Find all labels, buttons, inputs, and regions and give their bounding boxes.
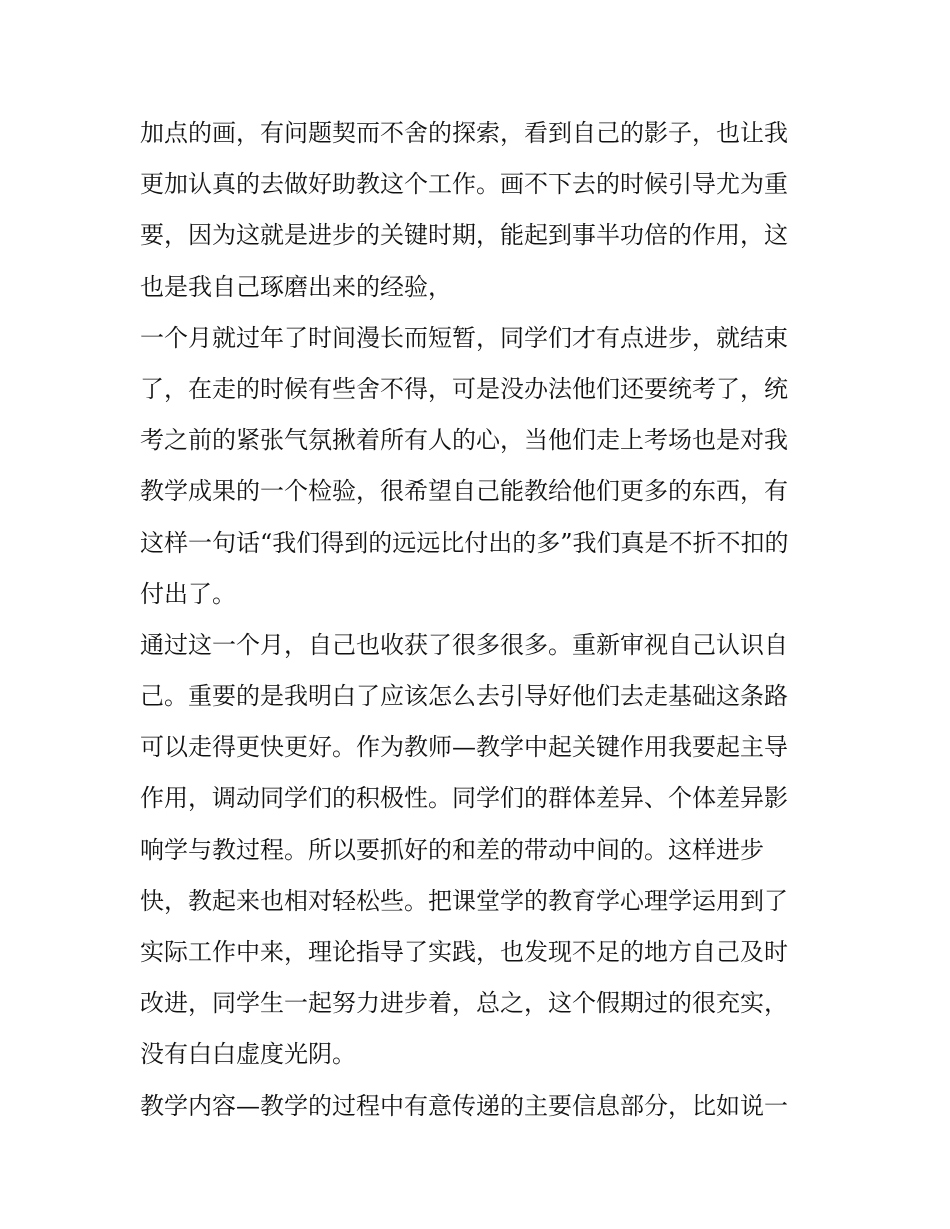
text-line: 考之前的紧张气氛揪着所有人的心，当他们走上考场也是对我 <box>140 426 788 455</box>
text-line: 快，教起来也相对轻松些。把课堂学的教育学心理学运用到了 <box>140 886 788 915</box>
text-line: 也是我自己琢磨出来的经验， <box>140 272 452 301</box>
text-line: 了，在走的时候有些舍不得，可是没办法他们还要统考了，统 <box>140 374 788 403</box>
text-line: 教学内容—教学的过程中有意传递的主要信息部分，比如说一 <box>140 1091 788 1120</box>
text-line: 一个月就过年了时间漫长而短暂，同学们才有点进步，就结束 <box>140 323 788 352</box>
text-line: 可以走得更快更好。作为教师—教学中起关键作用我要起主导 <box>140 733 788 762</box>
text-line: 更加认真的去做好助教这个工作。画不下去的时候引导尤为重 <box>140 170 788 199</box>
text-line: 加点的画，有问题契而不舍的探索，看到自己的影子，也让我 <box>140 119 788 147</box>
text-line: 付出了。 <box>140 579 236 608</box>
text-line: 响学与教过程。所以要抓好的和差的带动中间的。这样进步 <box>140 835 764 864</box>
text-line: 己。重要的是我明白了应该怎么去引导好他们去走基础这条路 <box>140 682 788 711</box>
text-line: 要，因为这就是进步的关键时期，能起到事半功倍的作用，这 <box>140 221 788 250</box>
body-text <box>140 108 820 1132</box>
text-line: 通过这一个月，自己也收获了很多很多。重新审视自己认识自 <box>140 630 788 659</box>
text-line: 这样一句话“我们得到的远远比付出的多”我们真是不折不扣的 <box>140 528 789 557</box>
text-line: 没有白白虚度光阴。 <box>140 1040 356 1069</box>
text-line: 改进，同学生一起努力进步着，总之，这个假期过的很充实， <box>140 989 788 1018</box>
text-line: 作用，调动同学们的积极性。同学们的群体差异、个体差异影 <box>140 784 788 813</box>
text-line: 教学成果的一个检验，很希望自己能教给他们更多的东西，有 <box>140 477 788 506</box>
text-line: 实际工作中来，理论指导了实践，也发现不足的地方自己及时 <box>140 938 788 966</box>
